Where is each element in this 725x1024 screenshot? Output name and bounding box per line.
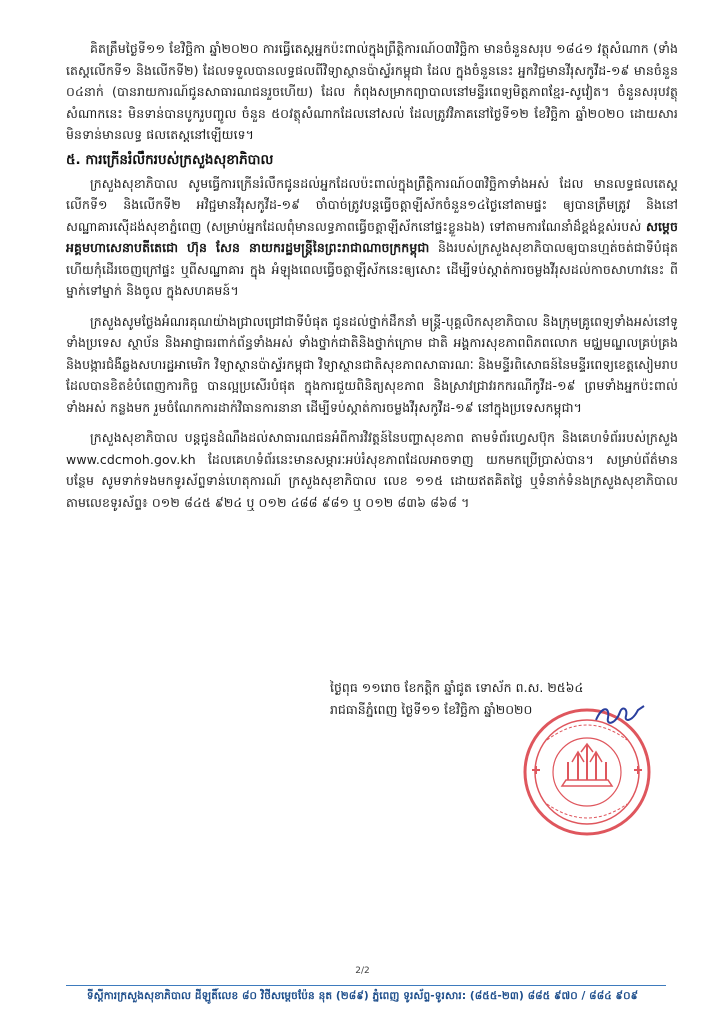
lunar-date: ថ្ងៃពុធ ១១រោច ខែកត្តិក ឆ្នាំជូត ទោស័ក ព.ស. ២៥៦៤	[330, 680, 584, 695]
reminder-pm-title: សម្តេចអគ្គមហាសេនាបតីតេជោ ហ៊ុន សែន នាយករដ្ឋមន្ត្រីនៃព្រះរាជាណាចក្រកម្ពុជា	[66, 218, 678, 255]
footer-rule	[66, 985, 666, 986]
paragraph-thanks: ក្រសួងសូមថ្លែងអំណរគុណយ៉ាងជ្រាលជ្រៅជាទីបំផុត ជូនដល់ថ្នាក់ដឹកនាំ មន្ត្រី-បុគ្គលិកសុខាភិបាល និងក្រុមគ្រូពេទ្យទាំងអស់នៅទូទាំងប្រទេស ស្ថាប័ន និងអាជ្ញាធរពាក់ព័ន្ធទាំងអស់ ទាំងថ្នាក់ជាតិនិងថ្នាក់ក្រោម ជាតិ អង្គការសុខភាពពិភពលោក មជ្ឈមណ្ឌលគ្រប់គ្រង និងបង្ការជំងឺឆ្លងសហរដ្ឋអាមេរិក វិទ្យាស្ថានប៉ាស្ទ័រកម្ពុជា វិទ្យាស្ថានជាតិសុខភាពសាធារណៈ និងមន្ទីរពិសោធន៍នៃមន្ទីរពេទ្យខេត្តសៀមរាប ដែលបានខិតខំបំពេញការកិច្ច បានល្អប្រសើរបំផុត ក្នុងការជួយពិនិត្យសុខភាព និងស្រាវជ្រាវរកករណីកូវីដ-១៩ ព្រមទាំងអ្នកប៉ះពាល់ទាំងអស់ កន្លងមក រួមចំណែកការដាក់វិធានការនានា ដើម្បីទប់ស្កាត់ការចម្លងវីរុសកូវីដ-១៩ នៅក្នុងប្រទេសកម្ពុជា។	[66, 313, 678, 415]
footer-address: ទីស្តីការក្រសួងសុខាភិបាល ដីឡូតិ៍លេខ ៨០ វិថីសម្តេចប៉ែន នុត (២៨៩) ភ្នំពេញ ទូរស័ព្ទ-ទូរសារ: (៨៥៥-២៣) ៨៨៥ ៩៧០ / ៨៨៤ ៩០៩	[86, 990, 639, 1002]
paragraph-contact-info: ក្រសួងសុខាភិបាល បន្តជូនដំណឹងដល់សាធារណជនអំពីការវិវត្តន៍នៃបញ្ហាសុខភាព តាមទំព័រហ្វេសប៊ុក និងគេហទំព័ររបស់ក្រសួង www.cdcmoh.gov.kh ដែលគេហទំព័រនេះមានសម្ភារៈអប់រំសុខភាពដែលអាចទាញ យកមកប្រើប្រាស់បាន។ សម្រាប់ព័ត៌មានបន្ថែម សូមទាក់ទងមកទូរស័ព្ទទាន់ហេតុការណ៍ ក្រសួងសុខាភិបាល លេខ ១១៥ ដោយឥតគិតថ្លៃ ឬទំនាក់ទំនងក្រសួងសុខាភិបាល តាមលេខទូរស័ព្ទ៖ ០១២ ៨៤៥ ៩២៤ ឬ ០១២ ៤៨៨ ៩៨១ ឬ ០១២ ៨៣៦ ៨៦៨ ។	[66, 430, 678, 510]
paragraph-test-results: គិតត្រឹមថ្ងៃទី១១ ខែវិច្ឆិកា ឆ្នាំ២០២០ ការធ្វើតេស្តអ្នកប៉ះពាល់ក្នុងព្រឹត្តិការណ៍០៣វិច្ឆិកា មានចំនួនសរុប ១៨៤១ វត្ថុសំណាក (ទាំងតេស្តលើកទី១ និងលើកទី២) ដែលទទួលបានលទ្ធផលពីវិទ្យាស្ថានប៉ាស្ទ័រកម្ពុជា ដែល ក្នុងចំនួននេះ អ្នកវិជ្ជមានវីរុសកូវីដ-១៩ មានចំនួន ០៤នាក់ (បានរាយការណ៍ជូនសាធារណជនរួចហើយ) ដែល កំពុងសម្រាកព្យាបាលនៅមន្ទីរពេទ្យមិត្តភាពខ្មែរ-សូវៀត។ ចំនួនសរុបវត្ថុសំណាកនេះ មិនទាន់បានបូករួបញ្ចូល ចំនួន ៥០វត្ថុសំណាកដែលនៅសល់ ដែលត្រូវវិភាគនៅថ្ងៃទី១២ ខែវិច្ឆិកា ឆ្នាំ២០២០ ដោយសារមិនទាន់មានលទ្ធ ផលតេស្តនៅឡើយទេ។	[66, 41, 678, 142]
reminder-text-part1: ក្រសួងសុខាភិបាល សូមធ្វើការក្រើនរំលឹកជូនដល់អ្នកដែលប៉ះពាល់ក្នុងព្រឹត្តិការណ៍០៣វិច្ឆិកាទាំងអស់ ដែល មានលទ្ធផលតេស្តលើកទី១ និងលើកទី២ អវិជ្ជមានវីរុសកូវីដ-១៩ ចាំបាច់ត្រូវបន្តធ្វើចត្តាឡីស័កចំនួន១៤ថ្ងៃនៅតាមផ្ទះ ឲ្យបានត្រឹមត្រូវ និងនៅសណ្ឋាគារស៊ើដង់សុខាភ្នំពេញ (សម្រាប់អ្នកដែលពុំមានលទ្ធភាពធ្វើចត្តាឡីស័កនៅផ្ទះខ្លួនឯង) ទៅតាមការណែនាំដ៏ខ្ពង់ខ្ពស់របស់	[66, 175, 678, 234]
signature-mark	[592, 700, 652, 730]
solar-date-place: រាជធានីភ្នំពេញ ថ្ងៃទី១១ ខែវិច្ឆិកា ឆ្នាំ២០២០	[330, 702, 533, 717]
reminder-text-part2: និងរបស់ក្រសួងសុខាភិបាលឲ្យបានហ្មត់ចត់ជាទីបំផុត ហើយកុំដើរចេញក្រៅផ្ទះ ឬពីសណ្ឋាគារ ក្នុង អំឡុងពេលធ្វើចត្តាឡីស័កនេះឲ្យសោះ ដើម្បីទប់ស្កាត់ការចម្លងវីរុសដល់កាចសាហាវនេះ ពីម្នាក់ទៅម្នាក់ និងចូល ក្នុងសហគមន៍។	[66, 240, 679, 298]
document-body	[66, 38, 678, 513]
section-heading-reminder: ៥. ការក្រើនរំលឹករបស់ក្រសួងសុខាភិបាល	[66, 151, 274, 168]
page-number: 2/2	[355, 966, 370, 976]
paragraph-reminder	[66, 173, 678, 302]
